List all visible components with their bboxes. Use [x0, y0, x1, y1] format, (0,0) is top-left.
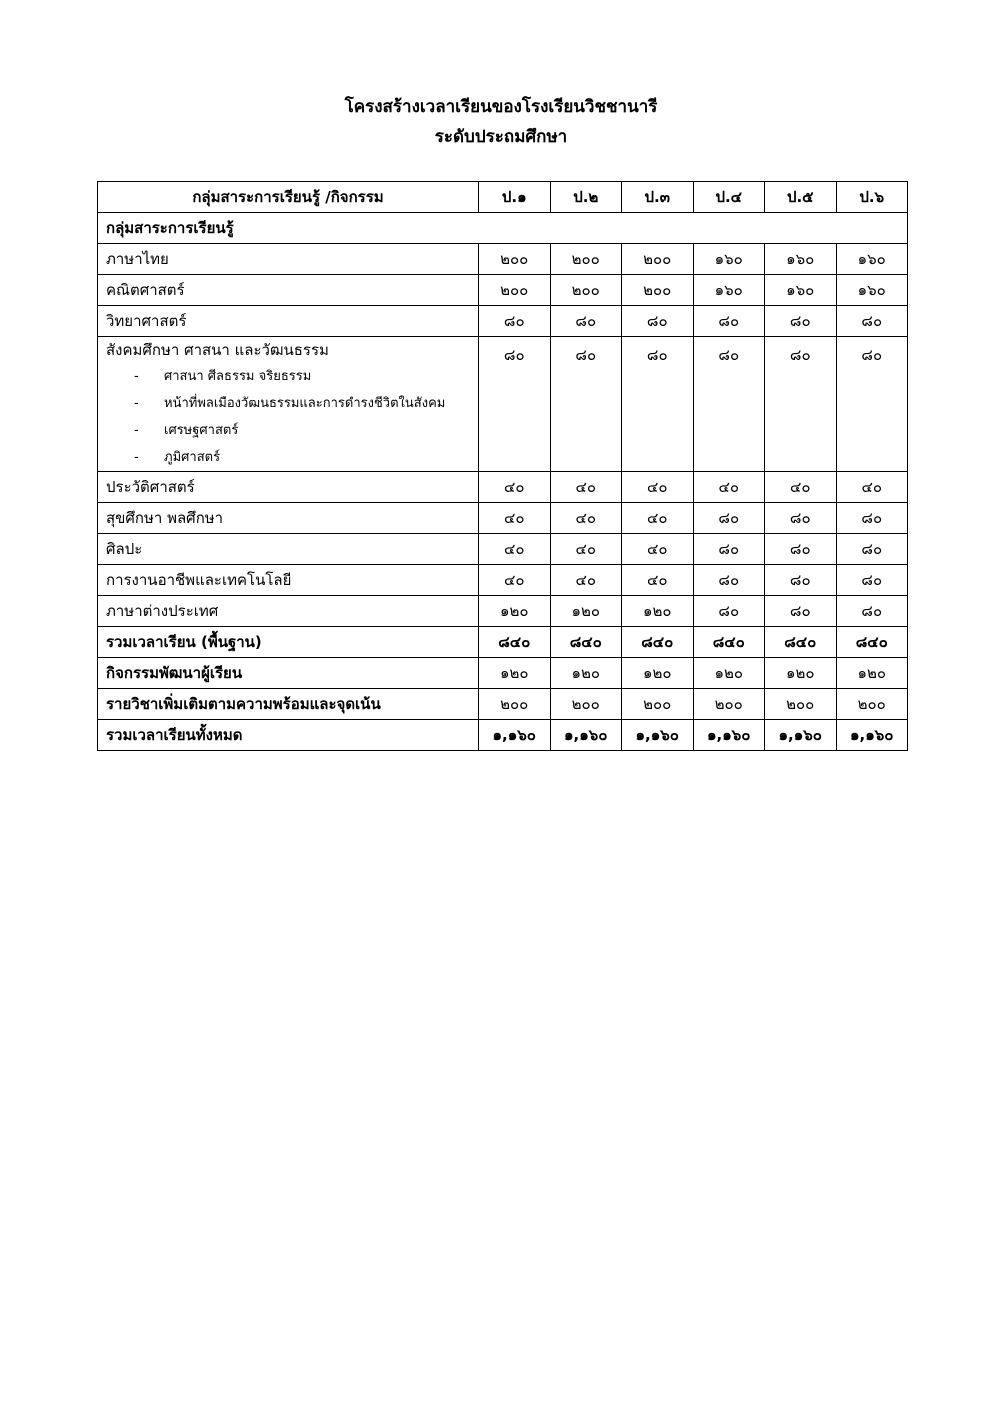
- hours-cell: ๘๐: [622, 337, 694, 472]
- hours-cell: ๘๐: [765, 534, 837, 565]
- hours-cell: ๘๔๐: [550, 627, 622, 658]
- hours-cell: ๘๐: [765, 565, 837, 596]
- hours-cell: ๑๖๐: [693, 244, 765, 275]
- hours-cell: ๘๔๐: [693, 627, 765, 658]
- hours-cell: ๘๐: [693, 534, 765, 565]
- sub-subject-label: ศาสนา ศีลธรรม จริยธรรม: [164, 369, 312, 384]
- hours-cell: ๑๖๐: [693, 275, 765, 306]
- table-row: [98, 306, 908, 337]
- hours-cell: ๒๐๐: [550, 689, 622, 720]
- summary-row: [98, 627, 908, 658]
- list-item: [106, 363, 470, 390]
- hours-cell: ๒๐๐: [550, 244, 622, 275]
- hours-cell: ๔๐: [550, 503, 622, 534]
- hours-cell: ๔๐: [479, 503, 551, 534]
- header-grade: ป.๕: [765, 182, 837, 213]
- title-line-2: ระดับประถมศึกษา: [434, 127, 568, 147]
- hours-cell: ๘๐: [836, 337, 908, 472]
- hours-cell: ๒๐๐: [550, 275, 622, 306]
- hours-cell: ๘๐: [479, 337, 551, 472]
- hours-cell: ๔๐: [836, 472, 908, 503]
- bullet-dash: -: [134, 369, 139, 384]
- hours-cell: ๑๒๐: [622, 658, 694, 689]
- hours-cell: ๘๔๐: [836, 627, 908, 658]
- table-row: [98, 534, 908, 565]
- header-grade: ป.๒: [550, 182, 622, 213]
- subject-cell: ศิลปะ: [98, 534, 479, 565]
- summary-label: รวมเวลาเรียน (พื้นฐาน): [98, 627, 479, 658]
- hours-cell: ๔๐: [693, 472, 765, 503]
- hours-cell: ๔๐: [622, 503, 694, 534]
- hours-cell: ๘๐: [693, 337, 765, 472]
- table-row: [98, 565, 908, 596]
- hours-cell: ๘๐: [693, 306, 765, 337]
- hours-cell: ๒๐๐: [479, 244, 551, 275]
- hours-cell: ๔๐: [622, 534, 694, 565]
- header-subject: กลุ่มสาระการเรียนรู้ /กิจกรรม: [98, 182, 479, 213]
- subject-name: สังคมศึกษา ศาสนา และวัฒนธรรม: [106, 341, 329, 359]
- hours-cell: ๘๐: [765, 337, 837, 472]
- summary-row: [98, 658, 908, 689]
- subject-cell: การงานอาชีพและเทคโนโลยี: [98, 565, 479, 596]
- hours-cell: ๘๐: [479, 306, 551, 337]
- hours-cell: ๘๐: [836, 306, 908, 337]
- hours-cell: ๒๐๐: [622, 689, 694, 720]
- group-label: กลุ่มสาระการเรียนรู้: [98, 213, 908, 244]
- hours-cell: ๘๔๐: [479, 627, 551, 658]
- hours-cell: ๘๐: [622, 306, 694, 337]
- hours-cell: ๔๐: [479, 534, 551, 565]
- bullet-dash: -: [134, 450, 139, 465]
- hours-cell: ๘๐: [693, 565, 765, 596]
- hours-cell: ๑๖๐: [765, 244, 837, 275]
- hours-cell: ๑๒๐: [622, 596, 694, 627]
- hours-cell: ๘๐: [693, 503, 765, 534]
- hours-cell: ๘๐: [550, 337, 622, 472]
- hours-cell: ๘๐: [550, 306, 622, 337]
- summary-label: รายวิชาเพิ่มเติมตามความพร้อมและจุดเน้น: [98, 689, 479, 720]
- header-grade: ป.๖: [836, 182, 908, 213]
- table-row: [98, 503, 908, 534]
- hours-cell: ๔๐: [550, 534, 622, 565]
- hours-cell: ๘๐: [836, 534, 908, 565]
- hours-cell: ๑๖๐: [836, 275, 908, 306]
- group-label-row: [98, 213, 908, 244]
- hours-cell: ๘๐: [836, 565, 908, 596]
- hours-cell: ๑,๑๖๐: [693, 720, 765, 751]
- summary-row: [98, 689, 908, 720]
- summary-label: รวมเวลาเรียนทั้งหมด: [98, 720, 479, 751]
- hours-cell: ๔๐: [622, 472, 694, 503]
- hours-cell: ๔๐: [550, 565, 622, 596]
- hours-cell: ๑๒๐: [479, 596, 551, 627]
- table-row: [98, 244, 908, 275]
- hours-cell: ๒๐๐: [836, 689, 908, 720]
- header-grade: ป.๔: [693, 182, 765, 213]
- hours-cell: ๑,๑๖๐: [765, 720, 837, 751]
- hours-cell: ๑๒๐: [765, 658, 837, 689]
- hours-cell: ๘๐: [693, 596, 765, 627]
- hours-cell: ๑๖๐: [765, 275, 837, 306]
- hours-cell: ๘๔๐: [622, 627, 694, 658]
- hours-cell: ๑๒๐: [550, 596, 622, 627]
- hours-cell: ๒๐๐: [765, 689, 837, 720]
- list-item: [106, 444, 470, 471]
- bullet-dash: -: [134, 396, 139, 411]
- table-row: [98, 472, 908, 503]
- hours-cell: ๘๔๐: [765, 627, 837, 658]
- sub-subject-list: [106, 363, 470, 471]
- hours-cell: ๑๒๐: [479, 658, 551, 689]
- time-structure-table: [97, 181, 908, 751]
- subject-cell: [98, 337, 479, 472]
- hours-cell: ๒๐๐: [622, 244, 694, 275]
- hours-cell: ๑,๑๖๐: [622, 720, 694, 751]
- hours-cell: ๘๐: [836, 596, 908, 627]
- sub-subject-label: ภูมิศาสตร์: [164, 450, 221, 465]
- hours-cell: ๘๐: [836, 503, 908, 534]
- hours-cell: ๒๐๐: [622, 275, 694, 306]
- subject-cell: คณิตศาสตร์: [98, 275, 479, 306]
- hours-cell: ๑,๑๖๐: [479, 720, 551, 751]
- document-title: [0, 92, 992, 152]
- hours-cell: ๒๐๐: [479, 275, 551, 306]
- hours-cell: ๑๒๐: [550, 658, 622, 689]
- hours-cell: ๔๐: [479, 565, 551, 596]
- list-item: [106, 390, 470, 417]
- hours-cell: ๑,๑๖๐: [550, 720, 622, 751]
- header-grade: ป.๓: [622, 182, 694, 213]
- hours-cell: ๘๐: [765, 306, 837, 337]
- hours-cell: ๔๐: [479, 472, 551, 503]
- hours-cell: ๒๐๐: [693, 689, 765, 720]
- hours-cell: ๑๖๐: [836, 244, 908, 275]
- hours-cell: ๘๐: [765, 503, 837, 534]
- subject-cell: สุขศึกษา พลศึกษา: [98, 503, 479, 534]
- subject-cell: วิทยาศาสตร์: [98, 306, 479, 337]
- table-row: [98, 596, 908, 627]
- hours-cell: ๒๐๐: [479, 689, 551, 720]
- hours-cell: ๔๐: [765, 472, 837, 503]
- bullet-dash: -: [134, 423, 139, 438]
- table-row: [98, 275, 908, 306]
- subject-cell: ภาษาต่างประเทศ: [98, 596, 479, 627]
- title-line-1: โครงสร้างเวลาเรียนของโรงเรียนวิชชานารี: [344, 97, 658, 117]
- hours-cell: ๑,๑๖๐: [836, 720, 908, 751]
- list-item: [106, 417, 470, 444]
- hours-cell: ๔๐: [622, 565, 694, 596]
- summary-row: [98, 720, 908, 751]
- hours-cell: ๑๒๐: [693, 658, 765, 689]
- summary-label: กิจกรรมพัฒนาผู้เรียน: [98, 658, 479, 689]
- header-grade: ป.๑: [479, 182, 551, 213]
- hours-cell: ๑๒๐: [836, 658, 908, 689]
- hours-cell: ๘๐: [765, 596, 837, 627]
- table-row: [98, 337, 908, 472]
- subject-cell: ภาษาไทย: [98, 244, 479, 275]
- sub-subject-label: หน้าที่พลเมืองวัฒนธรรมและการดำรงชีวิตในสังคม: [164, 396, 446, 411]
- subject-cell: ประวัติศาสตร์: [98, 472, 479, 503]
- table-header-row: [98, 182, 908, 213]
- hours-cell: ๔๐: [550, 472, 622, 503]
- sub-subject-label: เศรษฐศาสตร์: [164, 423, 239, 438]
